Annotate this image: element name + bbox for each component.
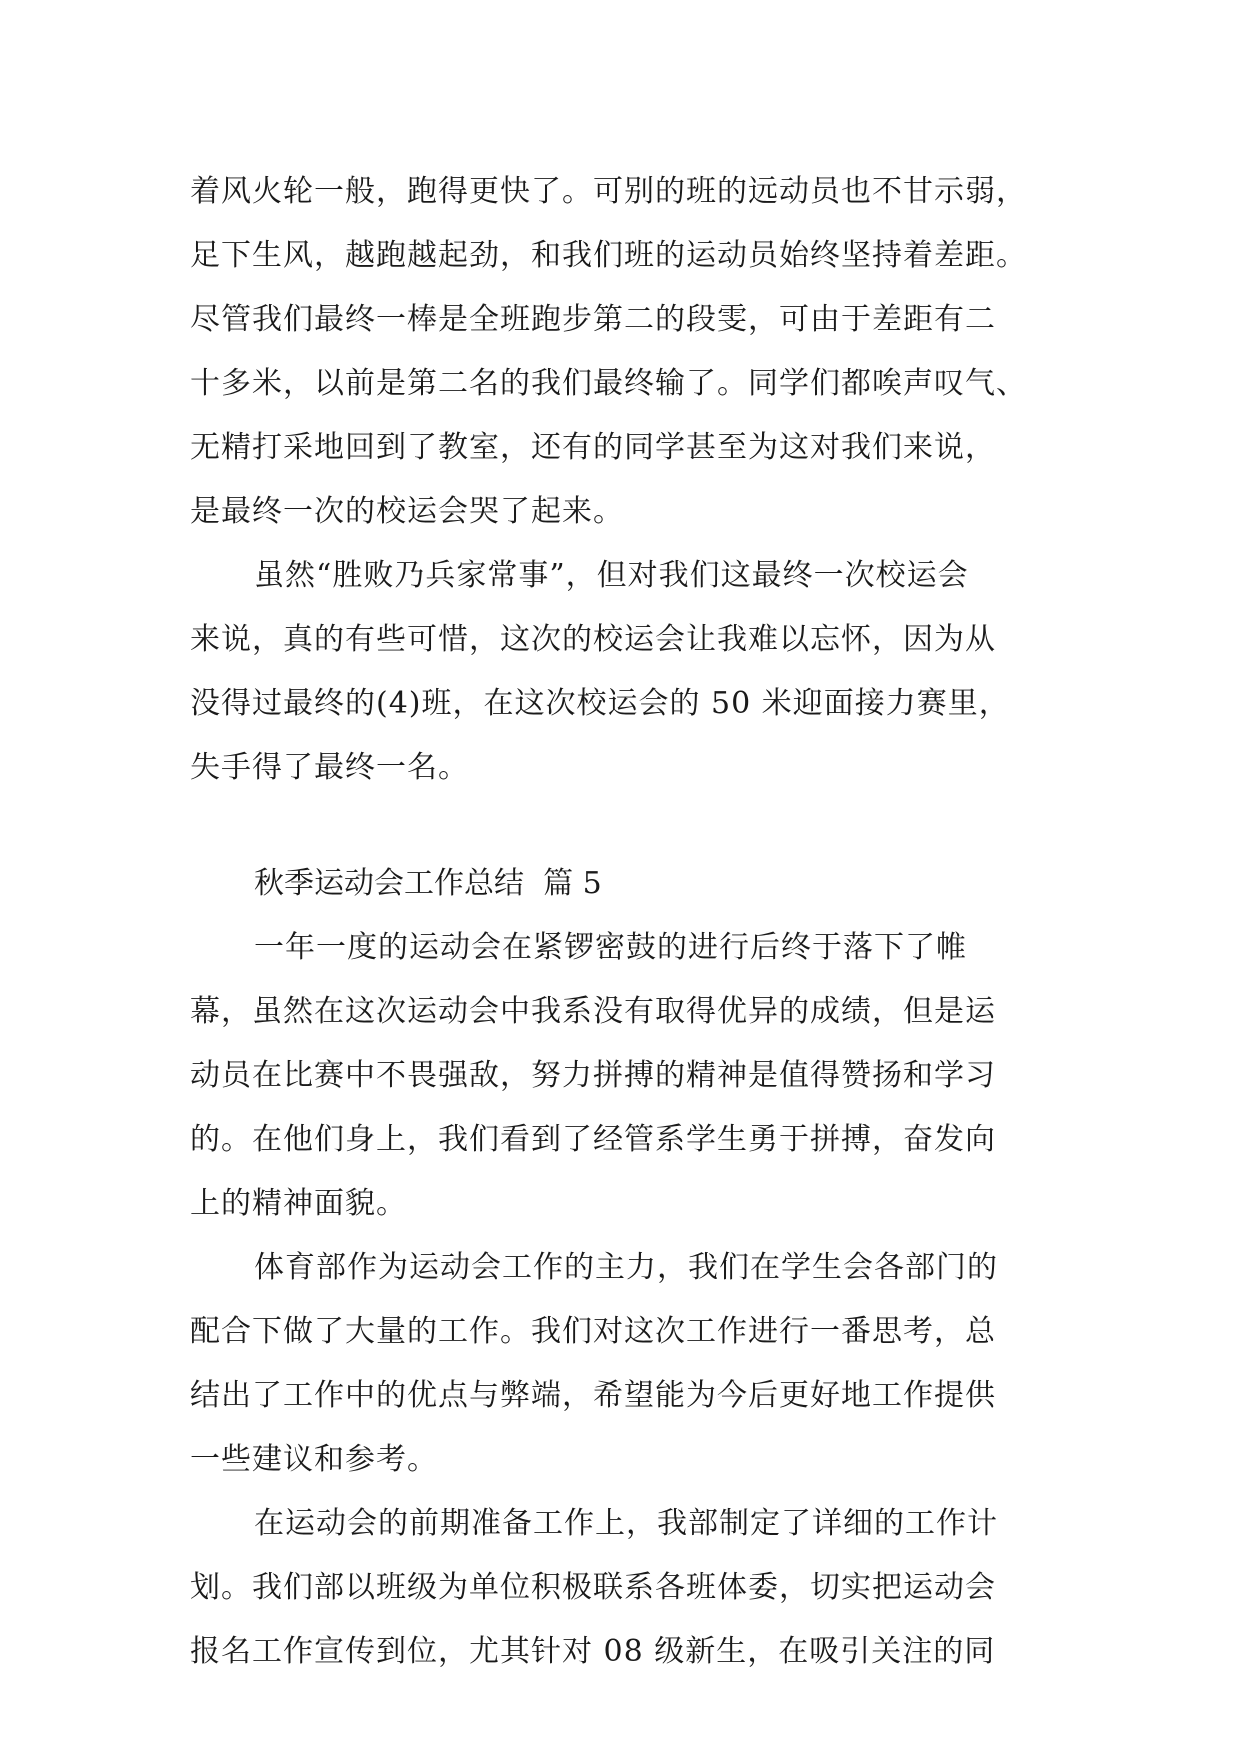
text-line: 失手得了最终一名。 [190, 750, 469, 785]
paragraph-continued [190, 160, 1052, 544]
text-line: 尽管我们最终一棒是全班跑步第二的段雯，可由于差距有二 [190, 302, 996, 337]
text-line: 报名工作宣传到位，尤其针对 08 级新生，在吸引关注的同 [190, 1634, 996, 1669]
text-line: 一些建议和参考。 [190, 1442, 438, 1477]
text-line: 上的精神面貌。 [190, 1186, 407, 1221]
text-line: 无精打采地回到了教室，还有的同学甚至为这对我们来说， [190, 430, 996, 465]
paragraph [190, 1236, 1052, 1492]
text-line: 体育部作为运动会工作的主力，我们在学生会各部门的 [254, 1250, 998, 1285]
text-line: 配合下做了大量的工作。我们对这次工作进行一番思考，总 [190, 1314, 996, 1349]
paragraph [190, 544, 1052, 800]
text-line: 幕，虽然在这次运动会中我系没有取得优异的成绩，但是运 [190, 994, 996, 1029]
text-line: 十多米，以前是第二名的我们最终输了。同学们都唉声叹气、 [190, 366, 1027, 401]
text-line: 动员在比赛中不畏强敌，努力拼搏的精神是值得赞扬和学习 [190, 1058, 996, 1093]
text-line: 没得过最终的(4)班，在这次校运会的 50 米迎面接力赛里， [190, 686, 1010, 721]
text-line: 是最终一次的校运会哭了起来。 [190, 494, 624, 529]
document-page [190, 160, 1052, 1684]
section-heading: 秋季运动会工作总结 篇 5 [254, 866, 602, 901]
paragraph [190, 1492, 1052, 1684]
text-line: 一年一度的运动会在紧锣密鼓的进行后终于落下了帷 [254, 930, 967, 965]
text-line: 结出了工作中的优点与弊端，希望能为今后更好地工作提供 [190, 1378, 996, 1413]
text-line: 虽然“胜败乃兵家常事”，但对我们这最终一次校运会 [254, 558, 969, 593]
text-line: 的。在他们身上，我们看到了经管系学生勇于拼搏，奋发向 [190, 1122, 996, 1157]
text-line: 着风火轮一般，跑得更快了。可别的班的远动员也不甘示弱， [190, 174, 1027, 209]
section-spacer [190, 800, 1052, 852]
text-line: 在运动会的前期准备工作上，我部制定了详细的工作计 [254, 1506, 998, 1541]
paragraph [190, 916, 1052, 1236]
text-line: 来说，真的有些可惜，这次的校运会让我难以忘怀，因为从 [190, 622, 996, 657]
text-line: 划。我们部以班级为单位积极联系各班体委，切实把运动会 [190, 1570, 996, 1605]
text-line: 足下生风，越跑越起劲，和我们班的运动员始终坚持着差距。 [190, 238, 1027, 273]
